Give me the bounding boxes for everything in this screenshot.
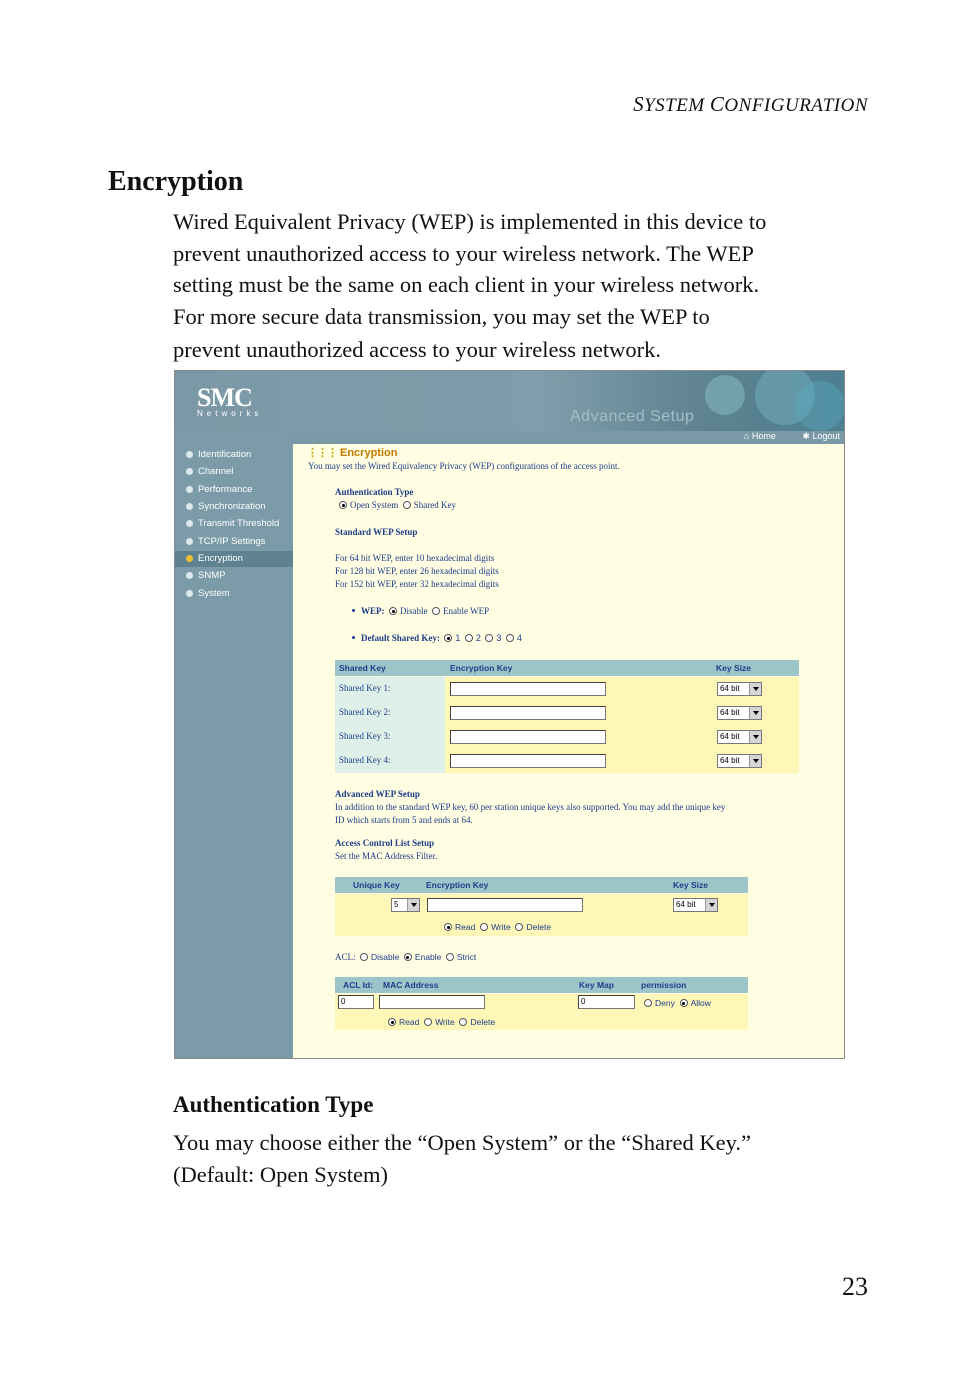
shared-key-table-header: Shared Key Encryption Key Key Size — [335, 660, 799, 676]
intro-line: prevent unauthorized access to your wireless network. — [173, 337, 661, 362]
acl-row: ACL: Disable Enable Strict — [335, 952, 477, 962]
mac-address-input[interactable] — [379, 995, 485, 1009]
wep-enable-radio[interactable] — [432, 607, 440, 615]
section-title: Encryption — [108, 166, 244, 197]
intro-paragraph — [173, 206, 873, 366]
bullet-icon — [352, 609, 355, 612]
acl-setup-label: Access Control List Setup — [335, 838, 435, 848]
unique-delete-radio[interactable] — [515, 923, 523, 931]
bullet-icon — [186, 590, 193, 597]
wep-hint: For 152 bit WEP, enter 32 hexadecimal digits — [335, 579, 499, 589]
default-key-row: Default Shared Key: 1 2 3 4 — [352, 633, 522, 643]
acl-id-input[interactable]: 0 — [338, 995, 374, 1009]
bullet-icon — [186, 486, 193, 493]
key-size-select-1[interactable]: 64 bit — [717, 682, 762, 696]
nav-item-snmp[interactable]: SNMP — [175, 568, 293, 584]
top-link-bar — [293, 431, 844, 444]
bullet-icon — [352, 636, 355, 639]
key-map-input[interactable]: 0 — [578, 995, 635, 1009]
bullet-icon — [186, 538, 193, 545]
mac-table-header: ACL Id: MAC Address Key Map permission — [335, 977, 748, 993]
acl-strict-radio[interactable] — [446, 953, 454, 961]
running-head: SYSTEM CONFIGURATION — [633, 92, 868, 116]
intro-line: Wired Equivalent Privacy (WEP) is implemented in this device to — [173, 209, 767, 234]
key-size-select-3[interactable]: 64 bit — [717, 730, 762, 744]
adv-wep-label: Advanced WEP Setup — [335, 789, 420, 799]
banner-decoration — [795, 381, 845, 431]
chevron-down-icon — [407, 899, 419, 911]
unique-read-radio[interactable] — [444, 923, 452, 931]
nav-item-system[interactable]: System — [175, 586, 293, 602]
bullet-icon — [186, 555, 193, 562]
smc-logo: SMC — [197, 383, 252, 412]
mac-delete-radio[interactable] — [459, 1018, 467, 1026]
auth-line: You may choose either the “Open System” or the “Shared Key.” — [173, 1130, 751, 1155]
unique-key-size-select[interactable]: 64 bit — [673, 898, 718, 912]
shared-key-label: Shared Key 4: — [339, 755, 391, 765]
nav-item-identification[interactable]: Identification — [175, 447, 293, 463]
allow-radio[interactable] — [680, 999, 688, 1007]
bullet-icon — [186, 503, 193, 510]
std-wep-label: Standard WEP Setup — [335, 527, 418, 537]
logout-link[interactable]: ✱ Logout — [802, 431, 840, 441]
logout-icon: ✱ — [802, 431, 810, 441]
acl-setup-desc: Set the MAC Address Filter. — [335, 851, 438, 861]
shared-key-4-input[interactable] — [450, 754, 606, 768]
default-key-radio-2[interactable] — [465, 634, 473, 642]
shared-key-1-input[interactable] — [450, 682, 606, 696]
banner-title: Advanced Setup — [570, 408, 695, 425]
auth-type-label: Authentication Type — [335, 487, 414, 497]
acl-disable-radio[interactable] — [360, 953, 368, 961]
mac-read-radio[interactable] — [388, 1018, 396, 1026]
shared-key-label: Shared Key 3: — [339, 731, 391, 741]
subsection-title: Authentication Type — [173, 1092, 374, 1117]
bullet-icon — [186, 451, 193, 458]
bullet-icon — [186, 520, 193, 527]
intro-line: prevent unauthorized access to your wireless network. The WEP — [173, 240, 754, 266]
shared-key-label: Shared Key 1: — [339, 683, 391, 693]
banner-decoration — [705, 375, 745, 415]
shared-key-3-input[interactable] — [450, 730, 606, 744]
nav-item-tcpip-settings[interactable]: TCP/IP Settings — [175, 534, 293, 550]
auth-line: (Default: Open System) — [173, 1161, 388, 1187]
nav-item-synchronization[interactable]: Synchronization — [175, 499, 293, 515]
nav-item-channel[interactable]: Channel — [175, 464, 293, 480]
deny-radio[interactable] — [644, 999, 652, 1007]
chevron-down-icon — [749, 683, 761, 695]
default-key-radio-1[interactable] — [444, 634, 452, 642]
shared-key-label: Shared Key 2: — [339, 707, 391, 717]
bullet-icon — [186, 468, 193, 475]
page-number: 23 — [842, 1272, 868, 1301]
default-key-radio-4[interactable] — [506, 634, 514, 642]
banner — [175, 371, 844, 431]
permission-options: Deny Allow — [644, 998, 711, 1008]
chevron-down-icon — [749, 731, 761, 743]
smc-logo-sub: Networks — [197, 409, 263, 418]
unique-write-radio[interactable] — [480, 923, 488, 931]
nav-item-encryption[interactable]: Encryption — [175, 551, 293, 567]
sidebar — [175, 431, 293, 1058]
page-description: You may set the Wired Equivalency Privacy (WEP) configurations of the access point. — [308, 461, 620, 471]
intro-line: For more secure data transmission, you may set the WEP to — [173, 303, 710, 329]
adv-wep-desc: ID which starts from 5 and ends at 64. — [335, 815, 473, 825]
key-size-select-2[interactable]: 64 bit — [717, 706, 762, 720]
wep-disable-radio[interactable] — [389, 607, 397, 615]
home-icon: ⌂ — [743, 431, 750, 441]
unique-key-table-header: Unique Key Encryption Key Key Size — [335, 877, 748, 893]
default-key-radio-3[interactable] — [485, 634, 493, 642]
nav-item-transmit-threshold[interactable]: Transmit Threshold — [175, 516, 293, 532]
page-title: ⋮⋮⋮ Encryption — [307, 447, 398, 459]
intro-line: setting must be the same on each client in your wireless network. — [173, 272, 760, 297]
chevron-down-icon — [749, 707, 761, 719]
auth-paragraph — [173, 1127, 873, 1190]
auth-open-radio[interactable] — [339, 501, 347, 509]
mac-write-radio[interactable] — [424, 1018, 432, 1026]
unique-encryption-key-input[interactable] — [427, 898, 583, 912]
wep-row: WEP: Disable Enable WEP — [352, 606, 489, 616]
adv-wep-desc: In addition to the standard WEP key, 60 per station unique keys also supported. You may add the unique key — [335, 802, 726, 812]
auth-type-options: Open System Shared Key — [339, 500, 456, 510]
unique-key-actions: Read Write Delete — [444, 922, 551, 932]
home-link[interactable]: ⌂ Home — [743, 431, 776, 441]
chevron-down-icon — [749, 755, 761, 767]
nav-item-performance[interactable]: Performance — [175, 482, 293, 498]
wep-hint: For 64 bit WEP, enter 10 hexadecimal digits — [335, 553, 495, 563]
mac-actions: Read Write Delete — [388, 1017, 495, 1027]
key-size-select-4[interactable]: 64 bit — [717, 754, 762, 768]
acl-enable-radio[interactable] — [404, 953, 412, 961]
bullet-icon — [186, 572, 193, 579]
auth-shared-radio[interactable] — [403, 501, 411, 509]
router-screenshot — [174, 370, 845, 1059]
wep-hint: For 128 bit WEP, enter 26 hexadecimal digits — [335, 566, 499, 576]
unique-key-select[interactable]: 5 — [391, 898, 420, 912]
shared-key-2-input[interactable] — [450, 706, 606, 720]
grid-icon: ⋮⋮⋮ — [307, 447, 337, 459]
chevron-down-icon — [705, 899, 717, 911]
